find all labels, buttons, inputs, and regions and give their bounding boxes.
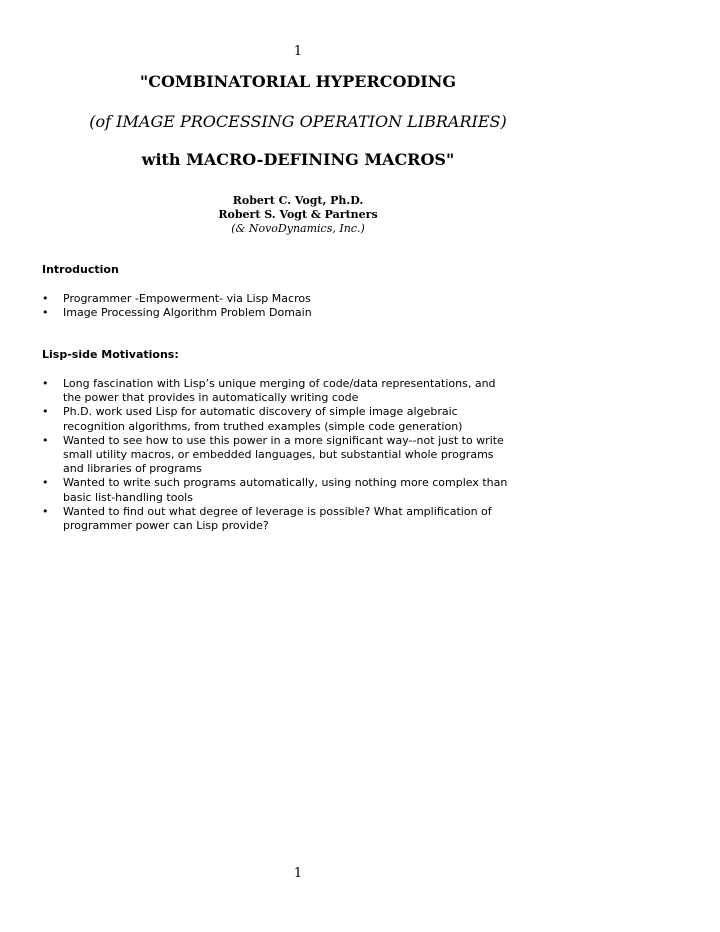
bullet-text-line: Wanted to see how to use this power in a more significant way--not just to write [63, 433, 504, 447]
bullet-text-line: and libraries of programs [63, 462, 202, 476]
bullet-text-line: Long fascination with Lisp’s unique merging of code/data representations, and [63, 377, 496, 390]
lisp-motivations-bullet-list [42, 377, 562, 533]
bullet-dot-icon: • [42, 377, 49, 390]
bullet-text-line: Wanted to write such programs automatically, using nothing more complex than [63, 476, 508, 490]
author-affiliation: Robert S. Vogt & Partners [218, 208, 378, 221]
bullet-item [42, 292, 562, 306]
bullet-text-line: the power that provides in automatically writing code [63, 391, 359, 405]
bullet-dot-icon: • [42, 306, 49, 320]
page-number-bottom: 1 [293, 866, 303, 881]
bullet-dot-icon: • [42, 405, 49, 419]
bullet-item [42, 306, 562, 320]
bullet-text-line: Programmer -Empowerment- via Lisp Macros [63, 292, 311, 305]
bullet-item [42, 476, 562, 504]
bullet-item [42, 434, 562, 477]
bullet-text-line: Ph.D. work used Lisp for automatic discovery of simple image algebraic [63, 405, 458, 419]
introduction-heading: Introduction [42, 263, 119, 276]
bullet-dot-icon: • [42, 292, 49, 305]
author-name: Robert C. Vogt, Ph.D. [232, 194, 364, 207]
bullet-dot-icon: • [42, 433, 49, 447]
bullet-item [42, 377, 562, 405]
lisp-motivations-heading: Lisp-side Motivations: [42, 348, 179, 361]
bullet-text-line: programmer power can Lisp provide? [63, 519, 269, 533]
title-line-3: with MACRO-DEFINING MACROS" [141, 150, 455, 169]
bullet-dot-icon: • [42, 504, 49, 518]
bullet-item [42, 505, 562, 533]
title-line-2: (of IMAGE PROCESSING OPERATION LIBRARIES) [89, 112, 507, 131]
author-secondary-affiliation: (& NovoDynamics, Inc.) [231, 222, 365, 235]
bullet-text-line: Wanted to find out what degree of leverage is possible? What amplification of [63, 504, 492, 518]
introduction-bullet-list [42, 292, 562, 320]
page-number-top: 1 [293, 44, 303, 59]
bullet-text-line: basic list-handling tools [63, 490, 193, 504]
bullet-item [42, 405, 562, 433]
bullet-text-line: Image Processing Algorithm Problem Domain [63, 306, 312, 320]
bullet-dot-icon: • [42, 476, 49, 490]
bullet-text-line: small utility macros, or embedded languages, but substantial whole programs [63, 448, 494, 462]
bullet-text-line: recognition algorithms, from truthed examples (simple code generation) [63, 419, 463, 433]
title-line-1: "COMBINATORIAL HYPERCODING [139, 72, 457, 91]
